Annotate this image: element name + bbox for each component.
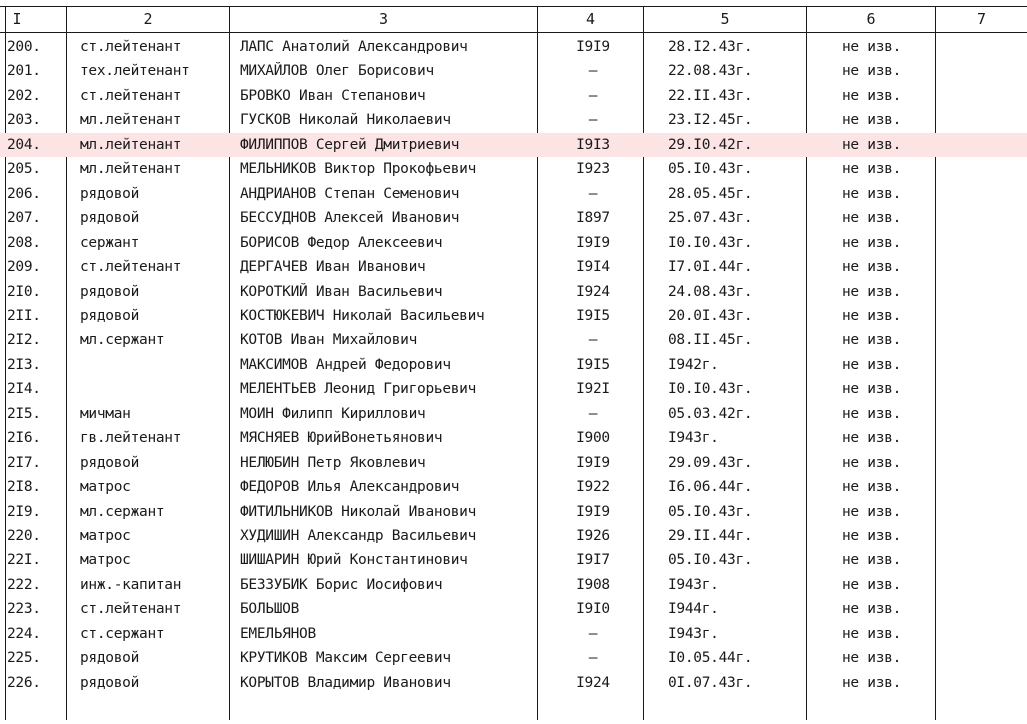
- rank-cell: рядовой: [80, 185, 140, 202]
- date-cell: 22.II.43г.: [668, 87, 753, 104]
- status-cell: не изв.: [842, 479, 902, 496]
- row-number: 2II.: [7, 307, 41, 324]
- status-cell: не изв.: [842, 430, 902, 447]
- row-number: 222.: [7, 576, 41, 593]
- birth-year-cell: I900: [576, 430, 610, 447]
- table-row: [0, 597, 1027, 621]
- birth-year-cell: I908: [576, 576, 610, 593]
- birth-year-cell: I9I9: [576, 234, 610, 251]
- row-number: 2I7.: [7, 454, 41, 471]
- table-row: [0, 524, 1027, 548]
- table-row: [0, 573, 1027, 597]
- status-cell: не изв.: [842, 576, 902, 593]
- header-col-7: 7: [976, 10, 987, 28]
- name-cell: БРОВКО Иван Степанович: [240, 87, 426, 104]
- birth-year-cell: –: [588, 87, 598, 104]
- table-row: [0, 157, 1027, 181]
- date-cell: I0.I0.43г.: [668, 381, 753, 398]
- table-row: [0, 646, 1027, 670]
- table-row: [0, 353, 1027, 377]
- status-cell: не изв.: [842, 283, 902, 300]
- name-cell: БОЛЬШОВ: [240, 601, 300, 618]
- name-cell: ШИШАРИН Юрий Константинович: [240, 552, 468, 569]
- rank-cell: матрос: [80, 479, 131, 496]
- table-row: [0, 328, 1027, 352]
- status-cell: не изв.: [842, 381, 902, 398]
- name-cell: ФИЛИППОВ Сергей Дмитриевич: [240, 136, 460, 153]
- status-cell: не изв.: [842, 259, 902, 276]
- rank-cell: мл.лейтенант: [80, 161, 182, 178]
- birth-year-cell: I9I0: [576, 601, 610, 618]
- rank-cell: рядовой: [80, 283, 140, 300]
- birth-year-cell: I923: [576, 161, 610, 178]
- table-row: [0, 451, 1027, 475]
- date-cell: 0I.07.43г.: [668, 674, 753, 691]
- rank-cell: мл.лейтенант: [80, 112, 182, 129]
- row-number: 225.: [7, 650, 41, 667]
- header-col-4: 4: [585, 10, 596, 28]
- status-cell: не изв.: [842, 136, 902, 153]
- date-cell: 08.II.45г.: [668, 332, 753, 349]
- row-number: 226.: [7, 674, 41, 691]
- rank-cell: сержант: [80, 234, 140, 251]
- date-cell: I943г.: [668, 576, 719, 593]
- status-cell: не изв.: [842, 307, 902, 324]
- birth-year-cell: –: [588, 405, 598, 422]
- birth-year-cell: –: [588, 185, 598, 202]
- table-row: [0, 133, 1027, 157]
- birth-year-cell: I92I: [576, 381, 610, 398]
- row-number: 2I6.: [7, 430, 41, 447]
- status-cell: не изв.: [842, 454, 902, 471]
- header-col-5: 5: [720, 10, 730, 28]
- date-cell: I942г.: [668, 356, 719, 373]
- table-row: [0, 402, 1027, 426]
- rank-cell: рядовой: [80, 210, 140, 227]
- birth-year-cell: –: [588, 650, 598, 667]
- row-number: 203.: [7, 112, 41, 129]
- name-cell: КОТОВ Иван Михайлович: [240, 332, 418, 349]
- rank-cell: мл.сержант: [80, 503, 165, 520]
- birth-year-cell: I897: [576, 210, 610, 227]
- table-row: [0, 475, 1027, 499]
- status-cell: не изв.: [842, 185, 902, 202]
- name-cell: МЕЛЕНТЬЕВ Леонид Григорьевич: [240, 381, 477, 398]
- table-row: [0, 280, 1027, 304]
- name-cell: КОСТЮКЕВИЧ Николай Васильевич: [240, 307, 485, 324]
- birth-year-cell: I922: [576, 479, 610, 496]
- row-number: 224.: [7, 625, 41, 642]
- rank-cell: тех.лейтенант: [80, 63, 190, 80]
- table-row: [0, 377, 1027, 401]
- birth-year-cell: I924: [576, 674, 610, 691]
- header-col-2: 2: [143, 10, 153, 28]
- row-number: 22I.: [7, 552, 41, 569]
- birth-year-cell: –: [588, 112, 598, 129]
- date-cell: 05.I0.43г.: [668, 161, 753, 178]
- date-cell: 05.I0.43г.: [668, 552, 753, 569]
- rank-cell: ст.сержант: [80, 625, 165, 642]
- rank-cell: рядовой: [80, 650, 140, 667]
- name-cell: ХУДИШИН Александр Васильевич: [240, 528, 477, 544]
- name-cell: ФЕДОРОВ Илья Александрович: [240, 479, 460, 496]
- status-cell: не изв.: [842, 552, 902, 569]
- name-cell: МЕЛЬНИКОВ Виктор Прокофьевич: [240, 161, 477, 178]
- status-cell: не изв.: [842, 332, 902, 349]
- name-cell: ЛАПС Анатолий Александрович: [240, 39, 468, 55]
- date-cell: 29.I0.42г.: [668, 136, 753, 153]
- rank-cell: мл.лейтенант: [80, 136, 182, 153]
- date-cell: 22.08.43г.: [668, 63, 753, 80]
- birth-year-cell: I926: [576, 528, 610, 544]
- name-cell: МОИН Филипп Кириллович: [240, 405, 426, 422]
- table-row: [0, 108, 1027, 132]
- birth-year-cell: I9I9: [576, 503, 610, 520]
- name-cell: БЕЗЗУБИК Борис Иосифович: [240, 576, 443, 593]
- status-cell: не изв.: [842, 39, 902, 55]
- rank-cell: гв.лейтенант: [80, 430, 182, 447]
- name-cell: ДЕРГАЧЕВ Иван Иванович: [240, 259, 426, 276]
- header-col-1: I: [12, 10, 22, 28]
- rank-cell: инж.-капитан: [80, 576, 182, 593]
- row-number: 209.: [7, 259, 41, 276]
- row-number: 200.: [7, 39, 41, 55]
- rank-cell: матрос: [80, 528, 131, 544]
- rank-cell: рядовой: [80, 674, 140, 691]
- name-cell: БЕССУДНОВ Алексей Иванович: [240, 210, 460, 227]
- birth-year-cell: I9I7: [576, 552, 610, 569]
- date-cell: I7.0I.44г.: [668, 259, 753, 276]
- header-top-rule: [0, 6, 1027, 7]
- name-cell: ФИТИЛЬНИКОВ Николай Иванович: [240, 503, 477, 520]
- rank-cell: матрос: [80, 552, 131, 569]
- birth-year-cell: I9I9: [576, 39, 610, 55]
- name-cell: КОРЫТОВ Владимир Иванович: [240, 674, 451, 691]
- birth-year-cell: I9I5: [576, 307, 610, 324]
- rank-cell: ст.лейтенант: [80, 39, 182, 55]
- status-cell: не изв.: [842, 601, 902, 618]
- header-col-3: 3: [378, 10, 389, 28]
- table-row: [0, 84, 1027, 108]
- status-cell: не изв.: [842, 210, 902, 227]
- table-row: [0, 671, 1027, 695]
- table-row: [0, 35, 1027, 59]
- date-cell: I943г.: [668, 625, 719, 642]
- status-cell: не изв.: [842, 674, 902, 691]
- row-number: 202.: [7, 87, 41, 104]
- date-cell: I6.06.44г.: [668, 479, 753, 496]
- status-cell: не изв.: [842, 405, 902, 422]
- date-cell: 05.I0.43г.: [668, 503, 753, 520]
- status-cell: не изв.: [842, 356, 902, 373]
- rank-cell: мичман: [80, 405, 131, 422]
- date-cell: I0.05.44г.: [668, 650, 753, 667]
- date-cell: 23.I2.45г.: [668, 112, 753, 129]
- table-row: [0, 548, 1027, 572]
- row-number: 223.: [7, 601, 41, 618]
- status-cell: не изв.: [842, 161, 902, 178]
- date-cell: 28.05.45г.: [668, 185, 753, 202]
- status-cell: не изв.: [842, 625, 902, 642]
- birth-year-cell: I9I3: [576, 136, 610, 153]
- status-cell: не изв.: [842, 63, 902, 80]
- birth-year-cell: I924: [576, 283, 610, 300]
- name-cell: ЕМЕЛЬЯНОВ: [240, 625, 316, 642]
- name-cell: АНДРИАНОВ Степан Семенович: [240, 185, 460, 202]
- row-number: 2I0.: [7, 283, 41, 300]
- name-cell: БОРИСОВ Федор Алексеевич: [240, 234, 443, 251]
- name-cell: МЯСНЯЕВ ЮрийВонетьянович: [240, 430, 443, 447]
- table-row: [0, 255, 1027, 279]
- header-col-6: 6: [866, 10, 876, 28]
- birth-year-cell: –: [588, 625, 598, 642]
- date-cell: 24.08.43г.: [668, 283, 753, 300]
- row-number: 201.: [7, 63, 41, 80]
- table-row: [0, 182, 1027, 206]
- rank-cell: рядовой: [80, 454, 140, 471]
- row-number: 2I4.: [7, 381, 41, 398]
- rank-cell: рядовой: [80, 307, 140, 324]
- birth-year-cell: I9I4: [576, 259, 610, 276]
- date-cell: I0.I0.43г.: [668, 234, 753, 251]
- name-cell: КОРОТКИЙ Иван Васильевич: [240, 283, 443, 300]
- name-cell: КРУТИКОВ Максим Сергеевич: [240, 650, 451, 667]
- table-row: [0, 231, 1027, 255]
- birth-year-cell: I9I9: [576, 454, 610, 471]
- rank-cell: ст.лейтенант: [80, 259, 182, 276]
- row-number: 206.: [7, 185, 41, 202]
- date-cell: 28.I2.43г.: [668, 39, 753, 55]
- row-number: 204.: [7, 136, 41, 153]
- row-number: 205.: [7, 161, 41, 178]
- name-cell: МАКСИМОВ Андрей Федорович: [240, 356, 451, 373]
- date-cell: 05.03.42г.: [668, 405, 753, 422]
- date-cell: 29.09.43г.: [668, 454, 753, 471]
- row-number: 2I3.: [7, 356, 41, 373]
- status-cell: не изв.: [842, 87, 902, 104]
- status-cell: не изв.: [842, 112, 902, 129]
- birth-year-cell: –: [588, 63, 598, 80]
- birth-year-cell: –: [588, 332, 598, 349]
- table-row: [0, 426, 1027, 450]
- table-row: [0, 59, 1027, 83]
- table-row: [0, 500, 1027, 524]
- birth-year-cell: I9I5: [576, 356, 610, 373]
- row-number: 207.: [7, 210, 41, 227]
- rank-cell: ст.лейтенант: [80, 87, 182, 104]
- header-bottom-rule: [0, 32, 1027, 33]
- row-number: 2I5.: [7, 405, 41, 422]
- row-number: 2I9.: [7, 503, 41, 520]
- status-cell: не изв.: [842, 650, 902, 667]
- table-row: [0, 206, 1027, 230]
- name-cell: НЕЛЮБИН Петр Яковлевич: [240, 454, 426, 471]
- date-cell: 25.07.43г.: [668, 210, 753, 227]
- table-row: [0, 304, 1027, 328]
- date-cell: I943г.: [668, 430, 719, 447]
- table-row: [0, 622, 1027, 646]
- date-cell: I944г.: [668, 601, 719, 618]
- row-number: 220.: [7, 528, 41, 544]
- status-cell: не изв.: [842, 234, 902, 251]
- row-number: 208.: [7, 234, 41, 251]
- date-cell: 20.0I.43г.: [668, 307, 753, 324]
- date-cell: 29.II.44г.: [668, 528, 753, 544]
- status-cell: не изв.: [842, 528, 902, 544]
- rank-cell: мл.сержант: [80, 332, 165, 349]
- rank-cell: ст.лейтенант: [80, 601, 182, 618]
- row-number: 2I2.: [7, 332, 41, 349]
- name-cell: МИХАЙЛОВ Олег Борисович: [240, 63, 434, 80]
- status-cell: не изв.: [842, 503, 902, 520]
- name-cell: ГУСКОВ Николай Николаевич: [240, 112, 451, 129]
- row-number: 2I8.: [7, 479, 41, 496]
